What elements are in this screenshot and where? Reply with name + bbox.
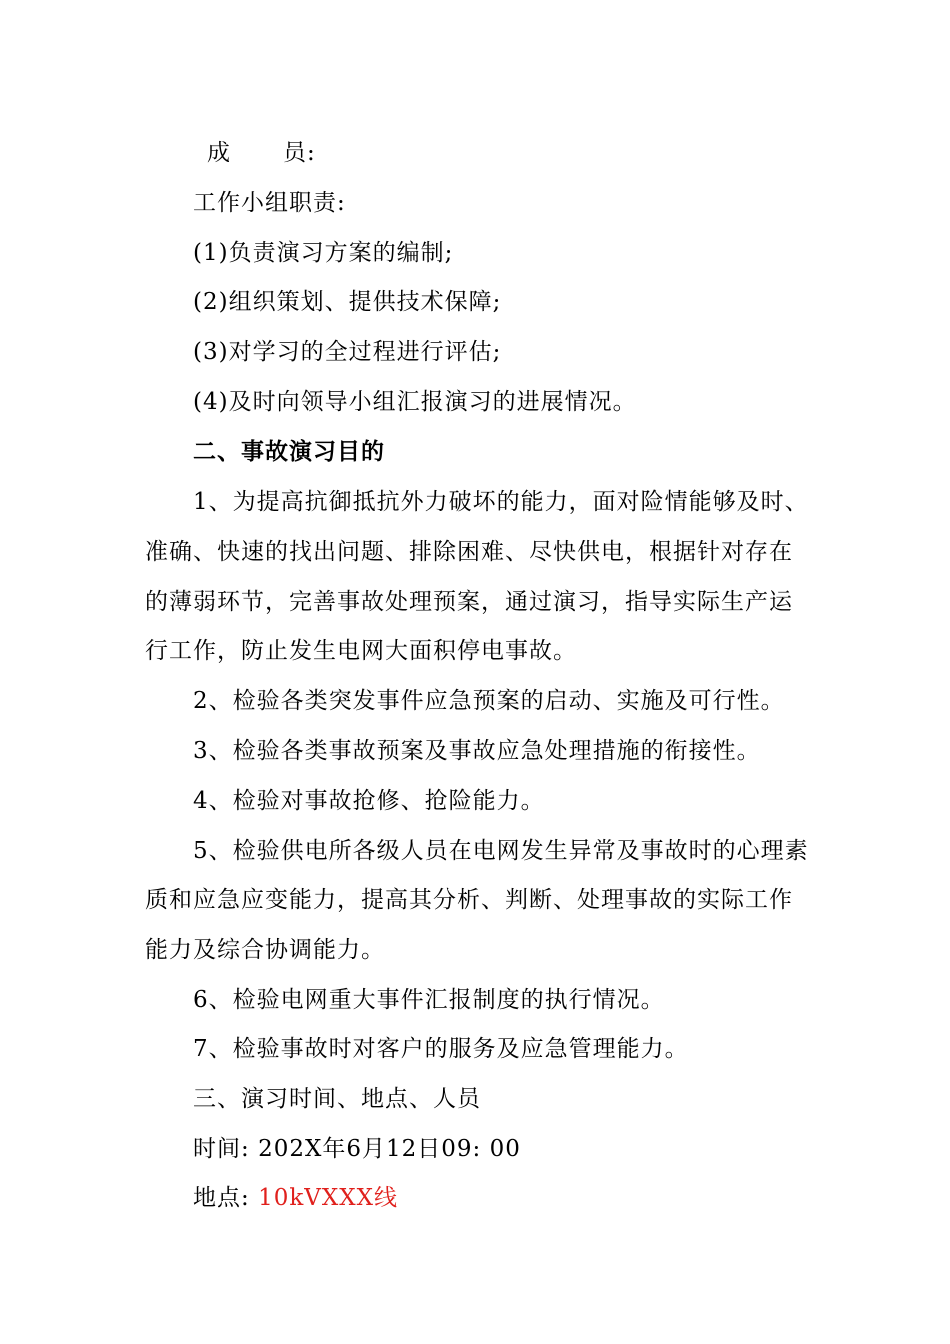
duty-item-2: (2)组织策划、提供技术保障; <box>193 289 502 315</box>
purpose5-line-2: 质和应急应变能力，提高其分析、判断、处理事故的实际工作 <box>145 887 793 913</box>
time-row <box>193 1134 863 1164</box>
members-label <box>207 138 877 168</box>
duty-item-4: (4)及时向领导小组汇报演习的进展情况。 <box>193 389 637 415</box>
duties-title: 工作小组职责: <box>193 190 346 216</box>
time-value: 202X年6月12日09: 00 <box>258 1136 521 1162</box>
location-value: 10kVXXX线 <box>258 1185 398 1211</box>
purpose2: 2、检验各类突发事件应急预案的启动、实施及可行性。 <box>193 688 785 714</box>
duty-item-1: (1)负责演习方案的编制; <box>193 240 454 266</box>
purpose3: 3、检验各类事故预案及事故应急处理措施的衔接性。 <box>193 738 761 764</box>
purpose1-line-1: 1、为提高抗御抵抗外力破坏的能力，面对险情能够及时、 <box>193 489 809 515</box>
purpose1-line-3: 的薄弱环节，完善事故处理预案，通过演习，指导实际生产运 <box>145 589 793 615</box>
location-row <box>193 1183 863 1213</box>
purpose5-line-3: 能力及综合协调能力。 <box>145 937 385 963</box>
location-label: 地点: <box>193 1185 250 1211</box>
time-label: 时间: <box>193 1136 250 1162</box>
purpose1-line-4: 行工作，防止发生电网大面积停电事故。 <box>145 638 577 664</box>
section3-heading: 三、演习时间、地点、人员 <box>193 1086 481 1112</box>
purpose4: 4、检验对事故抢修、抢险能力。 <box>193 788 545 814</box>
purpose1-line-2: 准确、快速的找出问题、排除困难、尽快供电，根据针对存在 <box>145 539 793 565</box>
purpose5-line-1: 5、检验供电所各级人员在电网发生异常及事故时的心理素 <box>193 838 809 864</box>
purpose7: 7、检验事故时对客户的服务及应急管理能力。 <box>193 1036 689 1062</box>
purpose6: 6、检验电网重大事件汇报制度的执行情况。 <box>193 987 665 1013</box>
duty-item-3: (3)对学习的全过程进行评估; <box>193 339 502 365</box>
members-label-a: 成 <box>207 140 231 166</box>
members-label-b: 员: <box>283 140 316 166</box>
section2-heading: 二、事故演习目的 <box>193 438 385 465</box>
